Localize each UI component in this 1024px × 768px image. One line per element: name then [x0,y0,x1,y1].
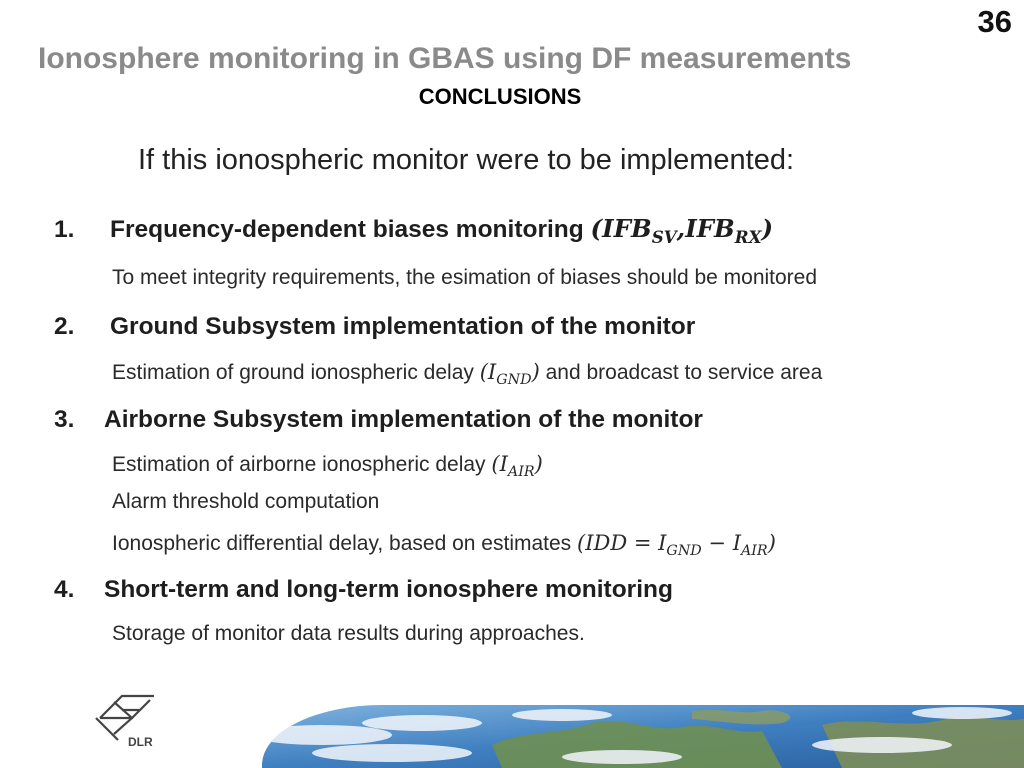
page-title: Ionosphere monitoring in GBAS using DF measurements [38,42,852,75]
detail-text: Estimation of airborne ionospheric delay [112,453,486,476]
item-3-detail-2: Alarm threshold computation [112,490,380,513]
item-number: 4. [54,576,75,603]
list-item-4 [54,576,673,604]
item-number: 1. [54,216,75,243]
item-heading: Frequency-dependent biases monitoring [110,216,584,243]
detail-text: Ionospheric differential delay, based on estimates [112,532,572,555]
item-number: 3. [54,406,75,433]
list-item-1 [54,214,773,247]
list-item-2 [54,313,695,341]
list-item-3 [54,406,703,434]
item-2-detail [112,360,822,388]
item-heading: Ground Subsystem implementation of the monitor [110,313,696,340]
item-heading: Short-term and long-term ionosphere monitoring [104,576,673,603]
item-3-detail-1 [112,452,543,480]
detail-text: and broadcast to service area [545,361,823,384]
item-4-detail: Storage of monitor data results during approaches. [112,622,585,645]
formula-ifb: $(IFB_{SV},IFB_{RX})$ [590,214,774,247]
formula-iair: $(I_{AIR})$ [491,452,543,480]
item-1-detail: To meet integrity requirements, the esimation of biases should be monitored [112,266,818,289]
logo-text: DLR [128,735,153,749]
formula-idd: $(IDD = I_{GND} - I_{AIR})$ [577,531,776,559]
detail-text: Estimation of ground ionospheric delay [112,361,474,384]
item-number: 2. [54,313,75,340]
intro-text: If this ionospheric monitor were to be implemented: [138,144,795,176]
formula-ignd: $(I_{GND})$ [479,360,540,388]
dlr-logo-icon [92,688,158,750]
item-heading: Airborne Subsystem implementation of the monitor [104,406,703,433]
slide-number: 36 [977,4,1012,39]
earth-banner-image [262,705,1024,768]
section-subtitle: CONCLUSIONS [418,84,582,109]
item-3-detail-3 [112,531,776,559]
